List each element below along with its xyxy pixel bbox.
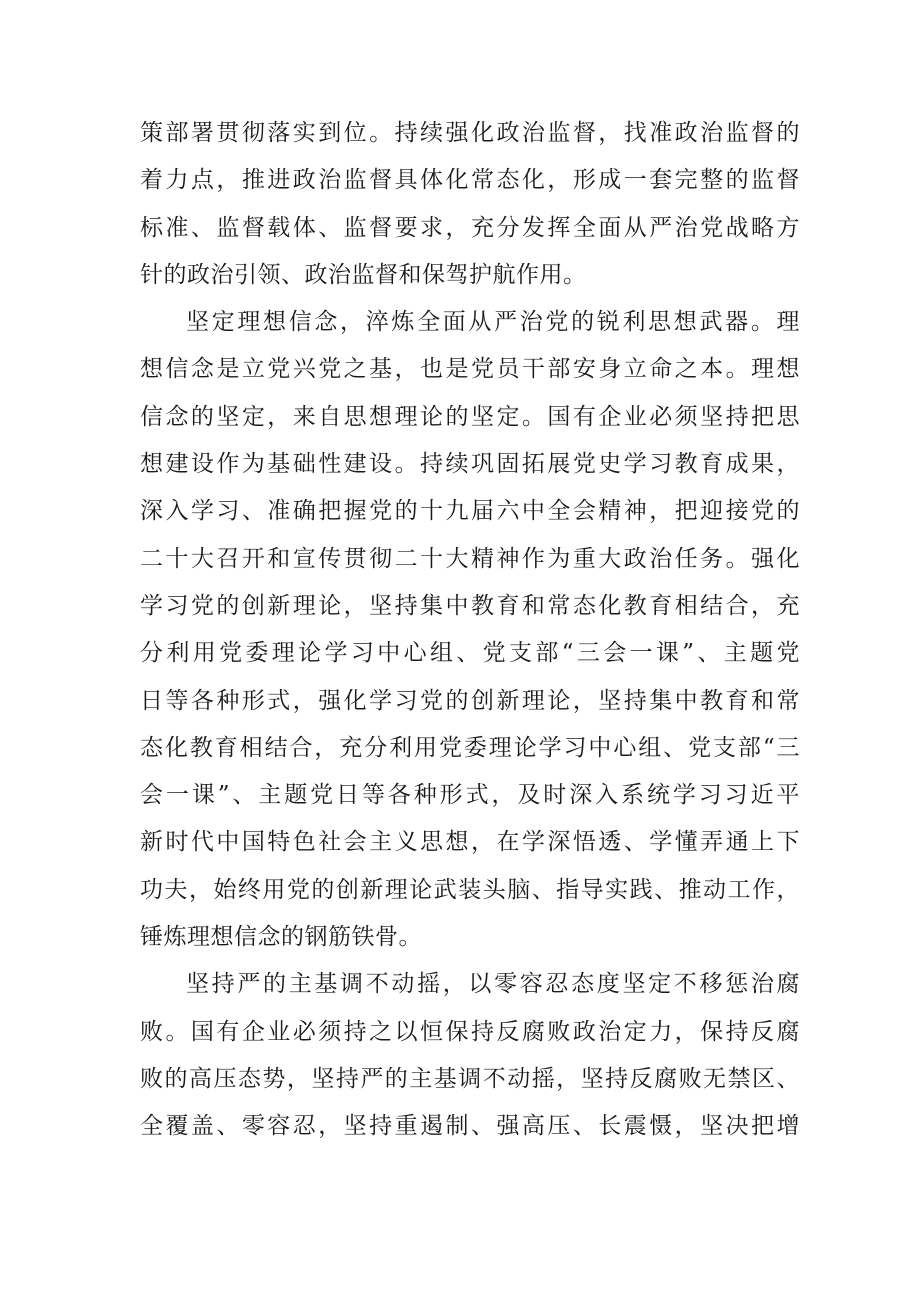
- text-line: 态化教育相结合，充分利用党委理论学习中心组、党支部“三: [140, 734, 800, 761]
- text-line: 败。国有企业必须持之以恒保持反腐败政治定力，保持反腐: [140, 1018, 800, 1045]
- paragraph-first-line: 坚定理想信念，淬炼全面从严治党的锐利思想武器。理: [186, 309, 800, 336]
- text-line: 针的政治引领、政治监督和保驾护航作用。: [140, 261, 587, 288]
- text-line: 分利用党委理论学习中心组、党支部“三会一课”、主题党: [140, 640, 800, 667]
- text-line: 败的高压态势，坚持严的主基调不动摇，坚持反腐败无禁区、: [140, 1065, 800, 1092]
- text-line: 功夫，始终用党的创新理论武装头脑、指导实践、推动工作，: [140, 876, 800, 903]
- text-line: 二十大召开和宣传贯彻二十大精神作为重大政治任务。强化: [140, 545, 800, 572]
- document-body: [140, 110, 800, 1151]
- text-line: 新时代中国特色社会主义思想，在学深悟透、学懂弄通上下: [140, 829, 800, 856]
- text-line: 学习党的创新理论，坚持集中教育和常态化教育相结合，充: [140, 592, 800, 619]
- text-line: 着力点，推进政治监督具体化常态化，形成一套完整的监督: [140, 167, 800, 194]
- text-line: 标准、监督载体、监督要求，充分发挥全面从严治党战略方: [140, 214, 800, 241]
- paragraph-first-line: 坚持严的主基调不动摇，以零容忍态度坚定不移惩治腐: [186, 971, 800, 998]
- text-line: 想信念是立党兴党之基，也是党员干部安身立命之本。理想: [140, 356, 800, 383]
- text-line: 全覆盖、零容忍，坚持重遏制、强高压、长震慑，坚决把增: [140, 1113, 800, 1140]
- text-line: 信念的坚定，来自思想理论的坚定。国有企业必须坚持把思: [140, 403, 800, 430]
- text-line: 想建设作为基础性建设。持续巩固拓展党史学习教育成果，: [140, 451, 800, 478]
- text-line: 日等各种形式，强化学习党的创新理论，坚持集中教育和常: [140, 687, 800, 714]
- text-line: 锤炼理想信念的钢筋铁骨。: [140, 924, 422, 951]
- text-line: 深入学习、准确把握党的十九届六中全会精神，把迎接党的: [140, 498, 800, 525]
- text-line: 会一课”、主题党日等各种形式，及时深入系统学习习近平: [140, 782, 800, 809]
- text-line: 策部署贯彻落实到位。持续强化政治监督，找准政治监督的: [140, 120, 800, 146]
